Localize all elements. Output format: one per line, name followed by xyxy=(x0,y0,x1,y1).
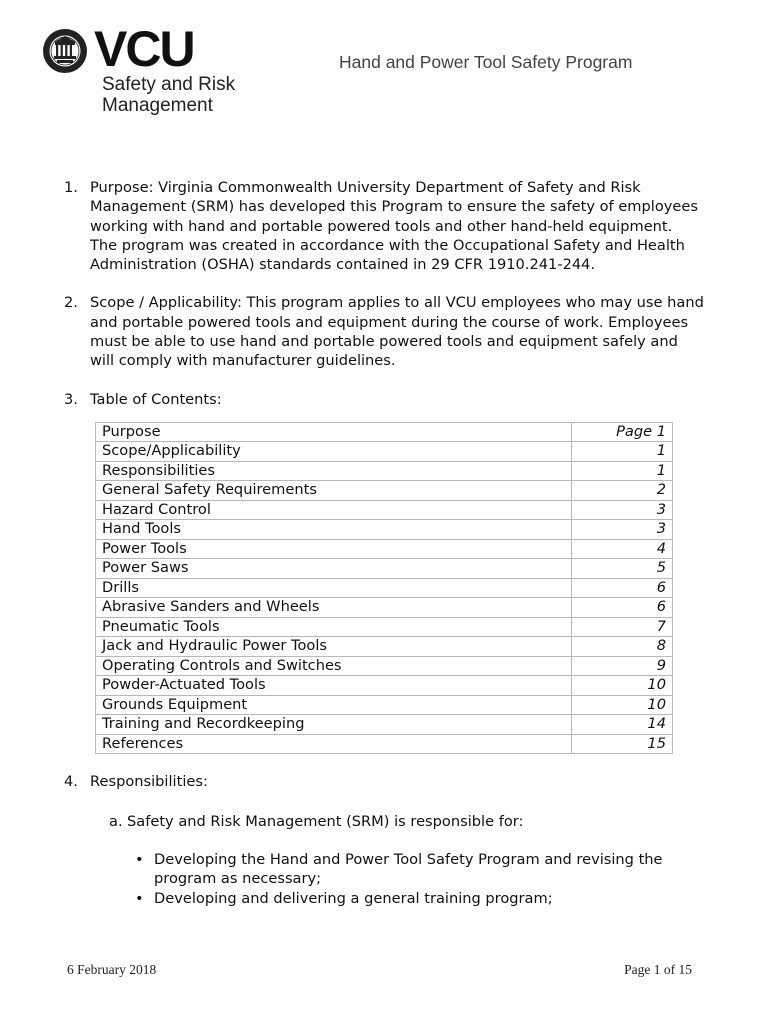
vcu-logo xyxy=(42,21,242,120)
toc-page: 10 xyxy=(572,676,673,696)
subsection-label: a. xyxy=(109,812,123,830)
toc-title: Power Saws xyxy=(96,559,572,579)
section-purpose xyxy=(64,178,704,274)
bullet-icon: • xyxy=(135,889,144,907)
toc-page: 9 xyxy=(572,656,673,676)
footer-page-number: Page 1 of 15 xyxy=(624,962,692,977)
university-seal-icon xyxy=(42,28,88,74)
toc-title: References xyxy=(96,734,572,754)
table-row xyxy=(96,559,673,579)
document-title: Hand and Power Tool Safety Program xyxy=(339,52,633,72)
toc-page: 1 xyxy=(572,461,673,481)
table-of-contents xyxy=(95,422,673,755)
table-row xyxy=(96,656,673,676)
logo-subtitle: Safety and Risk Management xyxy=(102,74,236,116)
section-number: 3. xyxy=(64,390,78,408)
toc-page: 3 xyxy=(572,500,673,520)
toc-page: 15 xyxy=(572,734,673,754)
toc-title: General Safety Requirements xyxy=(96,481,572,501)
toc-title: Responsibilities xyxy=(96,461,572,481)
list-item xyxy=(133,850,704,889)
section-number: 4. xyxy=(64,773,78,791)
list-item xyxy=(133,889,704,908)
toc-title: Grounds Equipment xyxy=(96,695,572,715)
toc-page: Page 1 xyxy=(572,422,673,442)
toc-title: Pneumatic Tools xyxy=(96,617,572,637)
table-row xyxy=(96,481,673,501)
toc-heading: Table of Contents: xyxy=(90,390,222,408)
subsection-text: Safety and Risk Management (SRM) is responsible for: xyxy=(127,812,524,830)
table-row xyxy=(96,617,673,637)
section-number: 1. xyxy=(64,179,78,196)
toc-page: 7 xyxy=(572,617,673,637)
toc-title: Drills xyxy=(96,578,572,598)
toc-page: 6 xyxy=(572,578,673,598)
document-body xyxy=(64,178,704,908)
toc-page: 10 xyxy=(572,695,673,715)
table-row xyxy=(96,500,673,520)
subsection-srm xyxy=(109,812,704,831)
responsibilities-heading: Responsibilities: xyxy=(90,773,208,791)
table-row xyxy=(96,578,673,598)
toc-title: Jack and Hydraulic Power Tools xyxy=(96,637,572,657)
toc-title: Power Tools xyxy=(96,539,572,559)
srm-duties-list xyxy=(133,850,704,908)
toc-title: Hazard Control xyxy=(96,500,572,520)
toc-title: Hand Tools xyxy=(96,520,572,540)
purpose-text: Purpose: Virginia Commonwealth University Department of Safety and Risk Management (SRM) has developed this Program to ensure the safety of employees working with hand and portable powered tools and other hand-held equipment. The program was created in accordance with the Occupational Safety and Health Administration (OSHA) standards contained in 29 CFR 1910.241-244. xyxy=(90,179,698,274)
table-row xyxy=(96,695,673,715)
table-row xyxy=(96,442,673,462)
list-item-text: Developing and delivering a general training program; xyxy=(154,889,553,907)
table-row xyxy=(96,637,673,657)
toc-title: Operating Controls and Switches xyxy=(96,656,572,676)
toc-page: 8 xyxy=(572,637,673,657)
list-item-text: Developing the Hand and Power Tool Safety Program and revising the program as necessary; xyxy=(154,851,663,888)
toc-page: 1 xyxy=(572,442,673,462)
section-responsibilities xyxy=(64,772,704,791)
table-row xyxy=(96,676,673,696)
toc-page: 4 xyxy=(572,539,673,559)
bullet-icon: • xyxy=(135,851,144,869)
scope-text: Scope / Applicability: This program applies to all VCU employees who may use hand and portable powered tools and equipment during the course of work. Employees must be able to use hand and portable powered tools and equipment safely and will comply with manufacturer guidelines. xyxy=(90,294,704,370)
section-toc xyxy=(64,390,704,409)
logo-wordmark: VCU xyxy=(94,21,194,77)
table-row xyxy=(96,598,673,618)
footer-date: 6 February 2018 xyxy=(67,962,157,977)
toc-title: Training and Recordkeeping xyxy=(96,715,572,735)
toc-page: 5 xyxy=(572,559,673,579)
section-number: 2. xyxy=(64,294,78,312)
toc-page: 2 xyxy=(572,481,673,501)
section-scope xyxy=(64,293,704,370)
toc-title: Purpose xyxy=(96,422,572,442)
table-row xyxy=(96,422,673,442)
toc-page: 6 xyxy=(572,598,673,618)
table-row xyxy=(96,539,673,559)
table-row xyxy=(96,734,673,754)
toc-page: 14 xyxy=(572,715,673,735)
table-row xyxy=(96,520,673,540)
toc-title: Abrasive Sanders and Wheels xyxy=(96,598,572,618)
toc-page: 3 xyxy=(572,520,673,540)
toc-title: Scope/Applicability xyxy=(96,442,572,462)
table-row xyxy=(96,461,673,481)
table-row xyxy=(96,715,673,735)
toc-title: Powder-Actuated Tools xyxy=(96,676,572,696)
